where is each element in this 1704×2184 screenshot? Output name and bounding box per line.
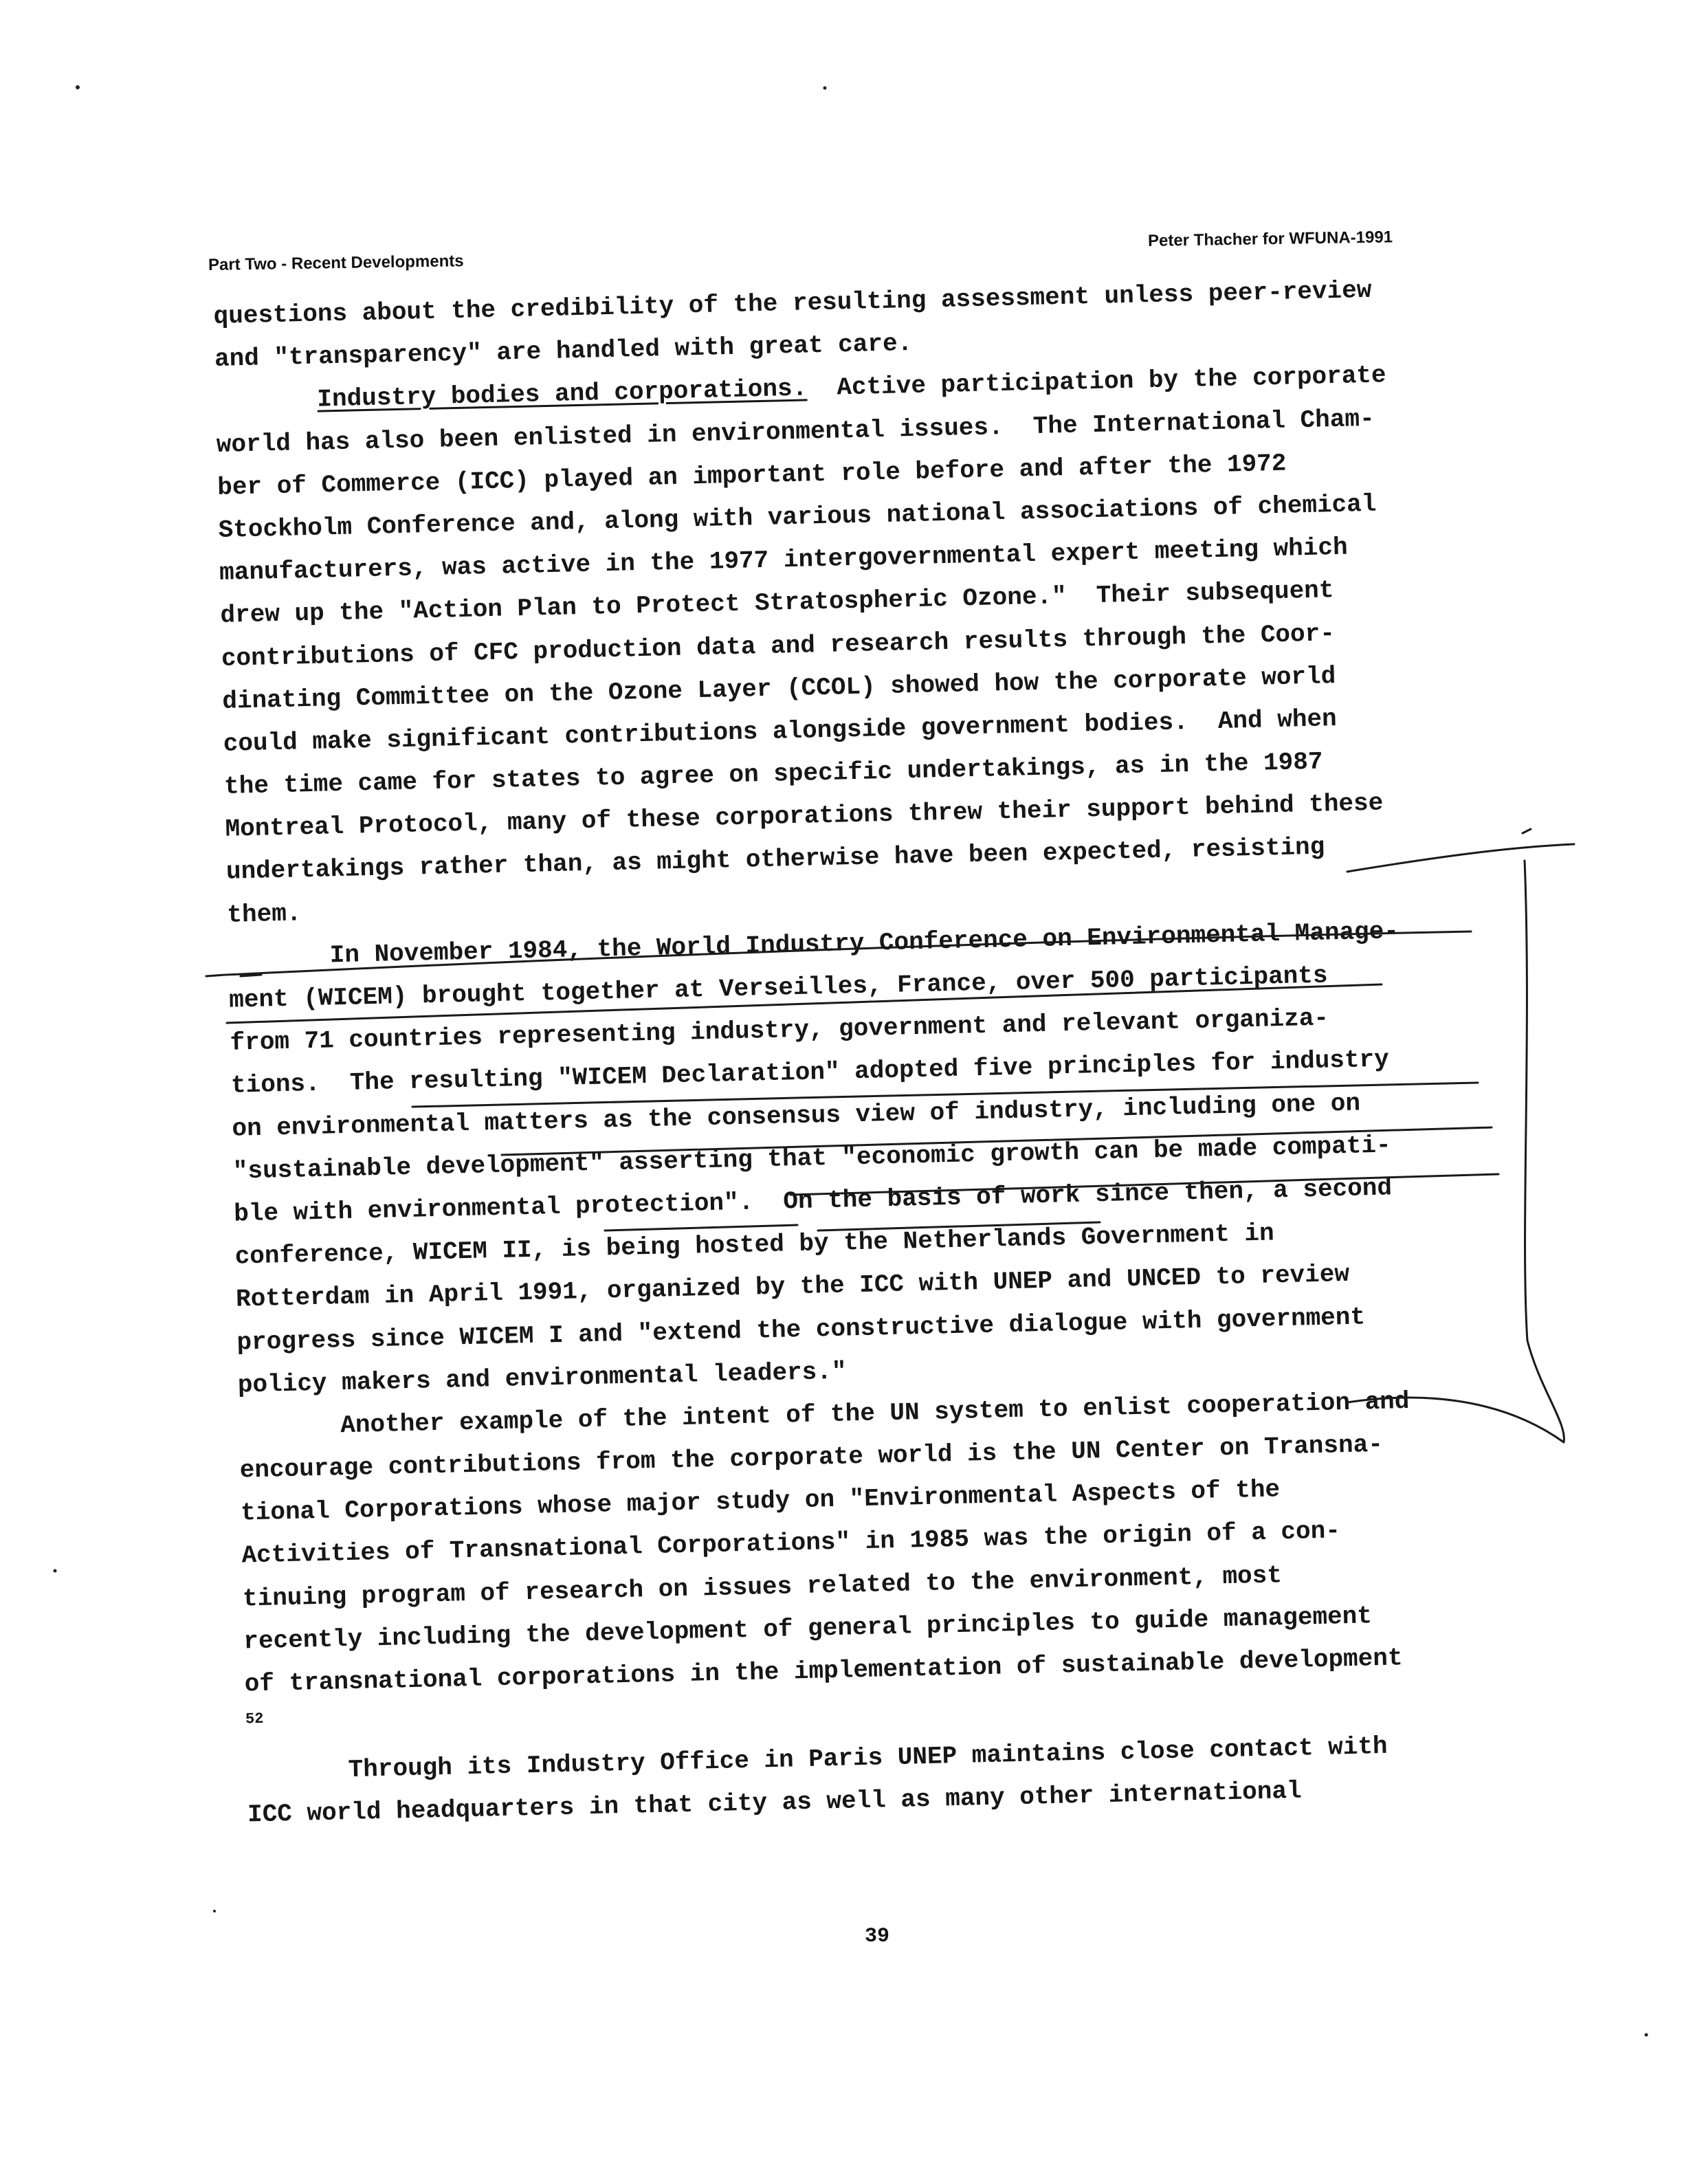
text-line: dinating Committee on the Ozone Layer (CCOL) showed how the corporate world — [221, 661, 1336, 716]
text-line: ber of Commerce (ICC) played an important role before and after the 1972 — [217, 449, 1287, 502]
page-number: 39 — [865, 1925, 890, 1948]
text-line: could make significant contributions alongside government bodies. And when — [223, 704, 1338, 758]
running-header-left: Part Two - Recent Developments — [208, 252, 464, 274]
text-line: tions. The resulting "WICEM Declaration" adopted five principles for industry — [230, 1045, 1390, 1101]
text-line: progress since WICEM I and "extend the constructive dialogue with government — [236, 1302, 1366, 1357]
text-line: tinuing program of research on issues related to the environment, most — [242, 1560, 1283, 1613]
text-line: "sustainable development" asserting that "economic growth can be made compati- — [232, 1131, 1392, 1186]
text-line: recently including the development of general principles to guide management — [243, 1602, 1373, 1656]
text-line: tional Corporations whose major study on "Environmental Aspects of the — [240, 1475, 1281, 1527]
text-line: and "transparency" are handled with great care. — [214, 329, 913, 374]
running-header-right: Peter Thacher for WFUNA-1991 — [1147, 228, 1393, 250]
text-line: manufacturers, was active in the 1977 intergovernmental expert meeting which — [219, 533, 1349, 588]
text-line: drew up the "Action Plan to Protect Stratospheric Ozone." Their subsequent — [220, 576, 1334, 630]
text-line-struck: In November 1984, the World Industry Conference on Environmental Manage- — [329, 916, 1399, 970]
text-line: policy makers and environmental leaders." — [237, 1357, 847, 1400]
speck — [76, 85, 80, 89]
text-line-struck: ment (WICEM) brought together at Verseilles, France, over 500 participants — [228, 961, 1328, 1015]
dash-mark — [206, 975, 225, 976]
text-line: on environmental matters as the consensus view of industry, including one on — [232, 1089, 1361, 1143]
text-line: Another example of the intent of the UN system to enlist cooperation and — [340, 1387, 1410, 1440]
text-line: world has also been enlisted in environmental issues. The International Cham- — [216, 404, 1375, 459]
text-line: Stockholm Conference and, along with various national associations of chemical — [218, 489, 1377, 544]
text-line: Through its Industry Office in Paris UNEP maintains close contact with — [348, 1732, 1388, 1785]
text-line: Montreal Protocol, many of these corporations threw their support behind these — [225, 788, 1384, 844]
text-span: Active participation by the corporate — [806, 361, 1387, 403]
speck — [54, 1569, 57, 1573]
body-text — [213, 266, 1553, 1837]
text-line: from 71 countries representing industry, government and relevant organiza- — [230, 1004, 1329, 1057]
text-line: encourage contributions from the corporate world is the UN Center on Transna- — [239, 1430, 1384, 1485]
text-line: contributions of CFC production data and research results through the Coor- — [221, 619, 1336, 673]
speck — [213, 1910, 216, 1912]
section-heading-industry: Industry bodies and corporations. — [317, 374, 808, 414]
text-line: questions about the credibility of the resulting assessment unless peer-review — [213, 276, 1372, 331]
footnote-marker: 52 — [245, 1710, 264, 1728]
speck — [1645, 2033, 1648, 2037]
text-line: them. — [226, 898, 302, 929]
text-line: ble with environmental protection". On the basis of work since then, a second — [233, 1173, 1393, 1228]
text-line: ICC world headquarters in that city as well as many other international — [247, 1777, 1303, 1829]
text-line: conference, WICEM II, is being hosted by the Netherlands Government in — [234, 1219, 1275, 1271]
text-line: Activities of Transnational Corporations" in 1985 was the origin of a con- — [241, 1516, 1341, 1570]
text-line: the time came for states to agree on specific undertakings, as in the 1987 — [223, 747, 1323, 801]
text-line: Rotterdam in April 1991, organized by the ICC with UNEP and UNCED to review — [235, 1260, 1350, 1314]
text-line: undertakings rather than, as might otherwise have been expected, resisting — [225, 832, 1325, 887]
speck — [823, 87, 827, 90]
text-line: of transnational corporations in the implementation of sustainable development — [244, 1644, 1403, 1699]
